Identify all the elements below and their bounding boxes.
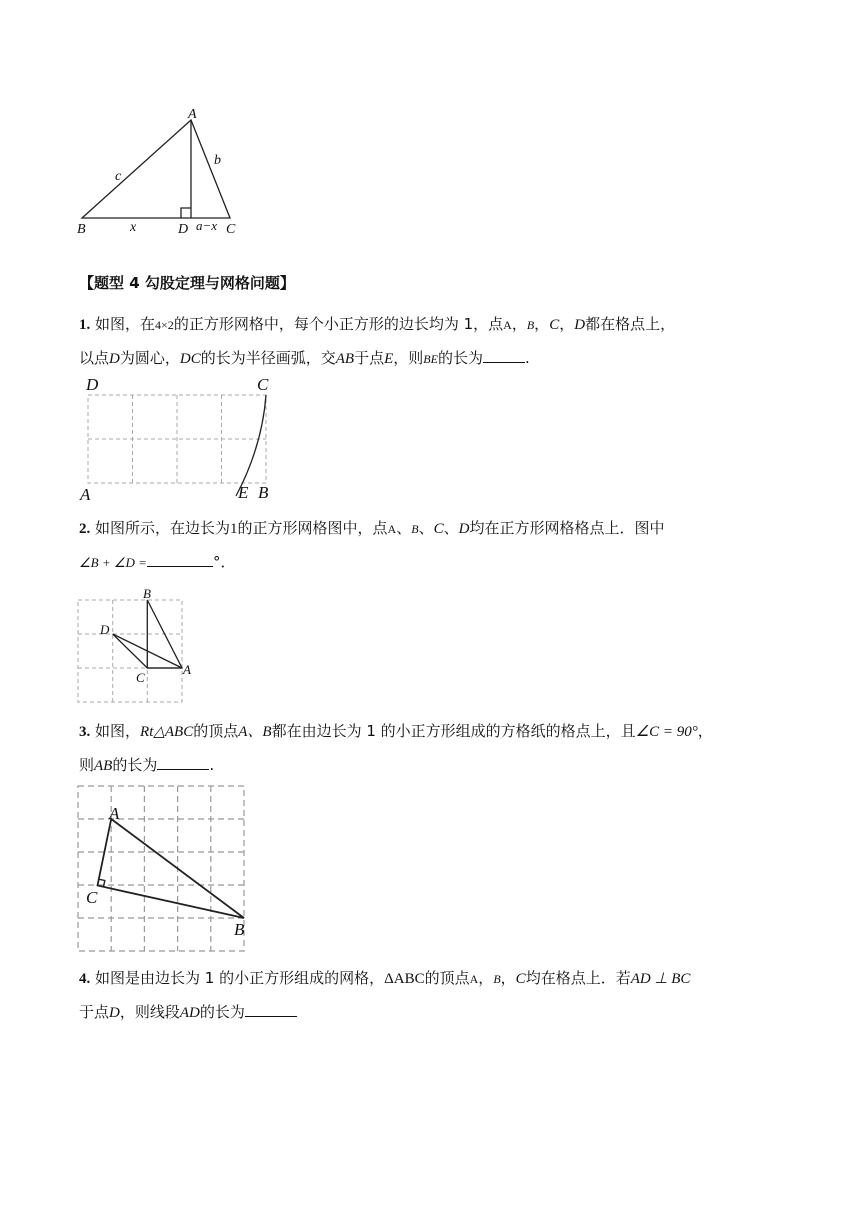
q1-number: 1. xyxy=(79,317,91,333)
q4-line1 xyxy=(79,968,790,989)
q3-text: 如图， xyxy=(90,722,141,740)
q1-grid-figure xyxy=(76,372,286,504)
q1-label-E: E xyxy=(238,483,249,502)
q2-sep: 、 xyxy=(418,519,434,537)
q2-text: 如图所示，在边长为 xyxy=(90,519,231,537)
q3-triangle xyxy=(98,819,245,918)
q1-point-B: B xyxy=(526,318,535,332)
q1-line1 xyxy=(79,314,790,335)
q1-text: 的长为 xyxy=(437,349,483,367)
q3-line1 xyxy=(79,721,790,742)
q2-line2 xyxy=(79,552,790,573)
q4-number: 4. xyxy=(79,971,91,987)
q1-grid-size: 4×2 xyxy=(155,318,174,332)
q2-point-B: B xyxy=(411,522,419,536)
q2-line1 xyxy=(79,518,790,539)
q1-D: D xyxy=(109,351,120,367)
q2-label-C: C xyxy=(136,670,145,685)
q2-text: 均在正方形网格格点上．图中 xyxy=(469,519,665,537)
q3-end: . xyxy=(209,756,215,774)
q1-sep: ， xyxy=(559,315,575,333)
q4-point-C: C xyxy=(515,971,526,987)
section-heading: 【题型 4 勾股定理与网格问题】 xyxy=(79,274,295,292)
q2-sep: 、 xyxy=(396,519,412,537)
q1-text: 的正方形网格中，每个小正方形的边长均为 1，点 xyxy=(173,315,504,333)
q2-number: 2. xyxy=(79,521,91,537)
answer-blank-q1[interactable] xyxy=(483,348,525,363)
q4-text: 均在格点上．若 xyxy=(525,969,631,987)
q2-grid-figure xyxy=(76,586,196,706)
q1-text: ，则 xyxy=(393,349,424,367)
q1-text: 如图，在 xyxy=(90,315,156,333)
q4-AD: AD xyxy=(179,1005,200,1021)
triangle-outline xyxy=(82,120,230,218)
q1-text: 以点 xyxy=(79,349,110,367)
q2-label-A: A xyxy=(183,662,191,677)
q2-point-C: C xyxy=(433,521,444,537)
q2-text: 的正方形网格图中，点 xyxy=(237,519,388,537)
q3-label-B: B xyxy=(234,920,245,939)
q1-text: 为圆心， xyxy=(119,349,180,367)
q3-text: 的长为 xyxy=(112,756,158,774)
q4-text: 如图是由边长为 1 的小正方形组成的网格， xyxy=(90,969,385,987)
q2-label-D: D xyxy=(100,622,110,637)
q3-text: 都在由边长为 1 的小正方形组成的方格纸的格点上，且 xyxy=(271,722,636,740)
q4-point-A: A xyxy=(469,972,479,986)
label-x: x xyxy=(130,220,137,235)
q1-point-C: C xyxy=(549,317,560,333)
label-a-minus-x: a−x xyxy=(196,218,218,233)
q2-one: 1 xyxy=(230,521,238,537)
q2-end: °． xyxy=(212,553,236,571)
q1-line2 xyxy=(79,348,790,369)
q1-point-A: A xyxy=(503,318,512,332)
q4-D: D xyxy=(109,1005,120,1021)
q4-line2 xyxy=(79,1002,790,1023)
q3-text: 则 xyxy=(79,756,95,774)
q2-expr: ∠B + ∠D = xyxy=(79,555,147,570)
q3-text: ， xyxy=(697,722,713,740)
q4-text: 于点 xyxy=(79,1003,110,1021)
q4-text: ，则线段 xyxy=(119,1003,180,1021)
q1-arc xyxy=(236,395,266,496)
triangle-figure xyxy=(70,100,270,240)
label-C: C xyxy=(226,222,236,237)
q1-label-A: A xyxy=(80,485,91,504)
q4-point-B: B xyxy=(493,972,501,986)
q3-line2 xyxy=(79,755,790,776)
q3-text: 的顶点 xyxy=(193,722,239,740)
q3-label-C: C xyxy=(86,888,98,907)
q4-sep: ， xyxy=(478,969,494,987)
q1-sep: ， xyxy=(511,315,527,333)
q1-DC: DC xyxy=(179,351,201,367)
answer-blank-q3[interactable] xyxy=(157,755,209,770)
right-angle-mark xyxy=(181,208,191,218)
q4-triangle-abc: ΔABC xyxy=(384,971,425,987)
q4-perp: AD ⊥ BC xyxy=(630,971,691,987)
label-c: c xyxy=(115,169,122,184)
q1-text: 都在格点上， xyxy=(585,315,676,333)
q2-label-B: B xyxy=(143,586,151,601)
q1-text: 的长为半径画弧，交 xyxy=(200,349,336,367)
q1-BE: BE xyxy=(423,352,438,366)
answer-blank-q4[interactable] xyxy=(245,1002,297,1017)
q4-text: 的长为 xyxy=(199,1003,245,1021)
label-A: A xyxy=(188,107,197,122)
q3-number: 3. xyxy=(79,724,91,740)
q2-sep: 、 xyxy=(443,519,459,537)
q1-label-B: B xyxy=(258,483,269,502)
q3-points-AB: A、B xyxy=(238,724,272,740)
q3-AB: AB xyxy=(94,758,113,774)
q3-grid-border xyxy=(78,786,244,951)
label-D: D xyxy=(178,222,189,237)
answer-blank-q2[interactable] xyxy=(147,552,213,567)
q3-grid-figure xyxy=(76,782,256,958)
q3-rt-abc: Rt△ABC xyxy=(140,724,194,740)
q2-point-D: D xyxy=(458,521,470,537)
q3-label-A: A xyxy=(109,804,120,823)
q1-end: . xyxy=(524,349,530,367)
q2-point-A: A xyxy=(387,522,397,536)
q1-text: 于点 xyxy=(354,349,385,367)
q1-sep: ， xyxy=(534,315,550,333)
label-B: B xyxy=(77,222,86,237)
q1-label-C: C xyxy=(257,375,269,394)
q1-AB: AB xyxy=(335,351,355,367)
q1-E: E xyxy=(384,351,394,367)
label-b: b xyxy=(214,153,221,168)
q1-label-D: D xyxy=(86,375,99,394)
q4-text: 的顶点 xyxy=(424,969,470,987)
q1-point-D: D xyxy=(574,317,586,333)
q3-angle: ∠C = 90° xyxy=(635,724,698,740)
q4-sep: ， xyxy=(500,969,516,987)
